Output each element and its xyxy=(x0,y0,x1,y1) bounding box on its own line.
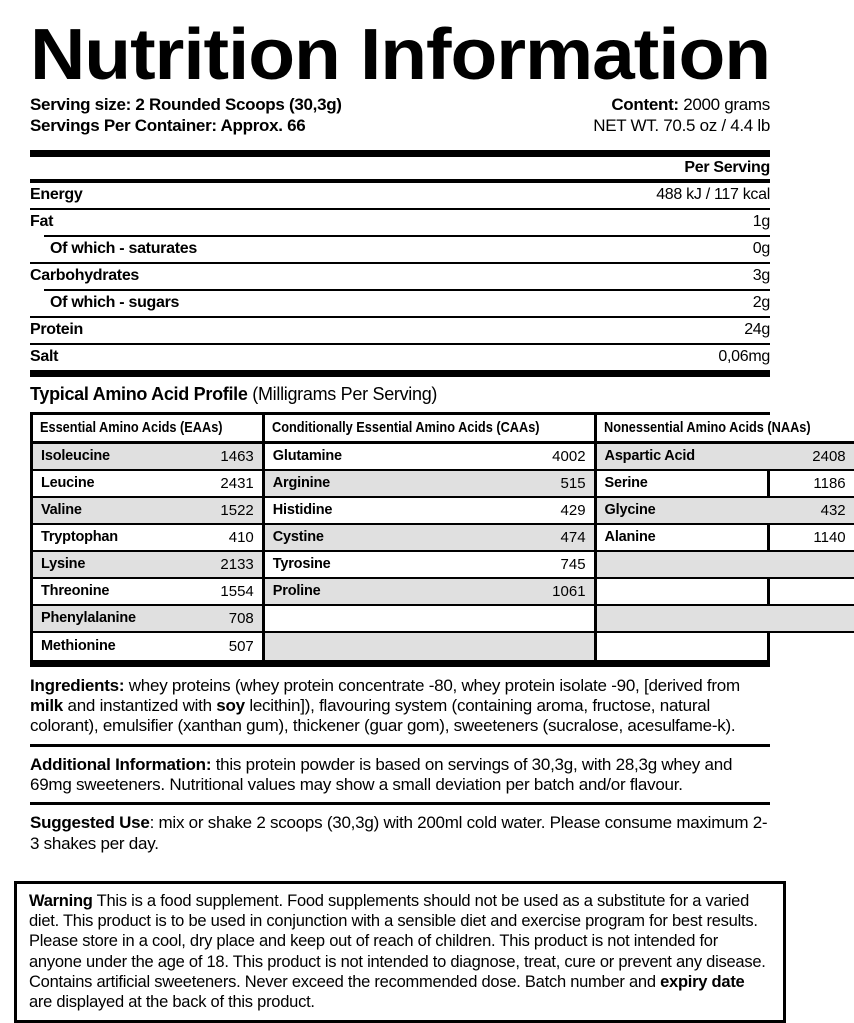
amino-column-header-label: Conditionally Essential Amino Acids (CAAs) xyxy=(271,419,540,436)
amino-value: 1140 xyxy=(813,528,846,546)
amino-value: 2431 xyxy=(220,474,254,492)
nutrient-value: 24g xyxy=(744,321,770,338)
amino-name: Leucine xyxy=(41,475,95,491)
amino-row xyxy=(265,525,594,552)
nutrient-row xyxy=(30,291,770,316)
amino-row xyxy=(33,552,262,579)
nutrient-value: 488 kJ / 117 kcal xyxy=(656,186,770,203)
amino-value: 1522 xyxy=(220,501,254,519)
amino-row-empty xyxy=(265,606,594,633)
text-segment: lecithin]), flavouring system (containing aroma, fructose, natural colorant), emulsifier (xanthan gum), thickener (guar gom), sweeteners (sucralose, acesulfame-k). xyxy=(30,695,736,736)
suggested-use-paragraph xyxy=(30,813,770,854)
section-bar-top xyxy=(30,150,770,157)
amino-column xyxy=(262,415,594,660)
amino-name: Alanine xyxy=(604,529,656,545)
nutrient-row xyxy=(30,318,770,343)
nutrient-label: Fat xyxy=(30,213,54,230)
amino-value: 1061 xyxy=(552,582,586,600)
amino-column xyxy=(594,415,854,660)
nutrient-label: Protein xyxy=(30,321,84,338)
amino-value: 432 xyxy=(820,501,846,519)
text-segment: milk xyxy=(30,695,64,715)
amino-value: 2133 xyxy=(220,555,254,573)
content-value: 2000 grams xyxy=(678,95,770,114)
content-label: Content: xyxy=(611,95,679,114)
amino-column-header xyxy=(265,415,594,444)
amino-name: Isoleucine xyxy=(41,448,110,464)
content-line xyxy=(593,94,770,115)
text-segment: expiry date xyxy=(660,972,745,991)
amino-value: 507 xyxy=(228,637,254,655)
amino-name: Lysine xyxy=(41,556,86,572)
text-segment: this protein powder is based on servings of 30,3g, with 28,3g whey and 69mg sweeteners. Nutritional values may show a small deviation per batch and/or flavour. xyxy=(30,754,733,795)
amino-row-empty xyxy=(597,633,854,660)
nutrient-label: Energy xyxy=(30,186,83,203)
amino-name: Threonine xyxy=(41,583,110,599)
amino-row xyxy=(265,444,594,471)
amino-profile-title-note: (Milligrams Per Serving) xyxy=(247,383,438,404)
nutrient-value: 3g xyxy=(752,267,770,284)
serving-info-right xyxy=(593,94,770,137)
serving-info-left xyxy=(30,94,342,137)
amino-value: 1463 xyxy=(220,447,254,465)
nutrient-value: 0g xyxy=(752,240,770,257)
serving-size: Serving size: 2 Rounded Scoops (30,3g) xyxy=(30,95,342,114)
section-rule-2 xyxy=(30,802,770,805)
amino-column-header-label: Essential Amino Acids (EAAs) xyxy=(40,419,223,436)
amino-name: Cystine xyxy=(272,529,324,545)
amino-name: Proline xyxy=(272,583,321,599)
amino-row xyxy=(33,579,262,606)
amino-row xyxy=(265,498,594,525)
amino-value: 745 xyxy=(560,555,586,573)
amino-value: 515 xyxy=(560,474,586,492)
nutrient-label: Salt xyxy=(30,348,59,365)
amino-name: Tyrosine xyxy=(272,556,331,572)
nutrient-label: Of which - sugars xyxy=(50,294,180,311)
additional-information-paragraph xyxy=(30,755,770,796)
nutrient-row xyxy=(30,237,770,262)
text-segment: Ingredients: xyxy=(30,675,125,695)
amino-column-header-label: Nonessential Amino Acids (NAAs) xyxy=(603,419,811,436)
amino-name: Phenylalanine xyxy=(41,610,136,626)
text-segment: whey proteins (whey protein concentrate -80, whey protein isolate -90, [derived from xyxy=(124,675,740,695)
amino-value: 474 xyxy=(560,528,586,546)
amino-row xyxy=(265,471,594,498)
page-title-graphic xyxy=(30,15,770,95)
amino-column xyxy=(33,415,262,660)
serving-info xyxy=(30,94,770,137)
nutrient-label: Of which - saturates xyxy=(50,240,197,257)
nutrient-label: Carbohydrates xyxy=(30,267,140,284)
amino-row xyxy=(33,444,262,471)
amino-name: Tryptophan xyxy=(41,529,118,545)
warning-box xyxy=(14,881,786,1023)
text-segment: Warning xyxy=(29,892,93,911)
nutrient-value: 1g xyxy=(752,213,770,230)
amino-acid-table xyxy=(30,412,846,667)
amino-column-header xyxy=(597,415,854,444)
amino-name: Histidine xyxy=(272,502,333,518)
text-segment: Additional Information: xyxy=(30,754,212,774)
nutrient-row xyxy=(30,183,770,208)
amino-name: Methionine xyxy=(41,638,116,654)
amino-row xyxy=(33,633,262,660)
amino-row xyxy=(265,552,594,579)
amino-value: 1554 xyxy=(220,582,254,600)
amino-row xyxy=(33,498,262,525)
amino-value: 429 xyxy=(560,501,586,519)
amino-name: Arginine xyxy=(272,475,330,491)
section-bar-mid xyxy=(30,370,770,377)
per-serving-rows xyxy=(30,183,770,370)
ingredients-paragraph xyxy=(30,676,770,737)
amino-row xyxy=(597,471,854,498)
amino-name: Serine xyxy=(604,475,648,491)
amino-value: 4002 xyxy=(552,447,586,465)
net-weight: NET WT. 70.5 oz / 4.4 lb xyxy=(593,116,770,136)
amino-row xyxy=(33,606,262,633)
amino-row-empty xyxy=(597,606,854,633)
amino-row xyxy=(265,579,594,606)
amino-value: 1186 xyxy=(813,474,846,492)
text-segment: : mix or shake 2 scoops (30,3g) with 200ml cold water. Please consume maximum 2-3 shakes per day. xyxy=(30,813,768,853)
servings-per-container: Servings Per Container: Approx. 66 xyxy=(30,116,306,136)
amino-row-empty xyxy=(597,552,854,579)
amino-value: 410 xyxy=(228,528,254,546)
section-rule-1 xyxy=(30,744,770,747)
amino-profile-title-bold: Typical Amino Acid Profile xyxy=(30,383,248,404)
page-title: Nutrition Information xyxy=(30,15,770,95)
text-segment: are displayed at the back of this product. xyxy=(29,992,315,1011)
amino-name: Glycine xyxy=(604,502,656,518)
amino-row xyxy=(33,471,262,498)
amino-value: 2408 xyxy=(812,447,846,465)
amino-row xyxy=(597,498,854,525)
amino-name: Glutamine xyxy=(272,448,342,464)
per-serving-header xyxy=(30,157,770,183)
nutrient-value: 0,06mg xyxy=(718,348,770,365)
nutrient-value: 2g xyxy=(752,294,770,311)
text-segment: Suggested Use xyxy=(30,813,150,833)
nutrient-row xyxy=(30,210,770,235)
amino-profile-title xyxy=(30,384,770,405)
text-segment: This is a food supplement. Food supplements should not be used as a substitute for a varied diet. This product is to be used in conjunction with a sensible diet and exercise program for best results. Please store in a cool, dry place and keep out of reach of children. This product is not intended for anyone under the age of 18. This product is not intended to diagnose, treat, cure or prevent any disease. Contains artificial sweeteners. Never exceed the recommended dose. Batch number and xyxy=(29,892,766,991)
per-serving-header-label: Per Serving xyxy=(684,158,770,176)
nutrient-row xyxy=(30,345,770,370)
amino-row-empty xyxy=(265,633,594,660)
text-segment: and instantized with xyxy=(63,695,217,715)
amino-name: Aspartic Acid xyxy=(604,448,695,464)
amino-row xyxy=(33,525,262,552)
amino-value: 708 xyxy=(228,609,254,627)
amino-row xyxy=(597,444,854,471)
amino-name: Valine xyxy=(41,502,82,518)
nutrient-row xyxy=(30,264,770,289)
text-segment: soy xyxy=(216,695,245,715)
amino-row xyxy=(597,525,854,552)
amino-row-empty xyxy=(597,579,854,606)
amino-column-header xyxy=(33,415,262,444)
